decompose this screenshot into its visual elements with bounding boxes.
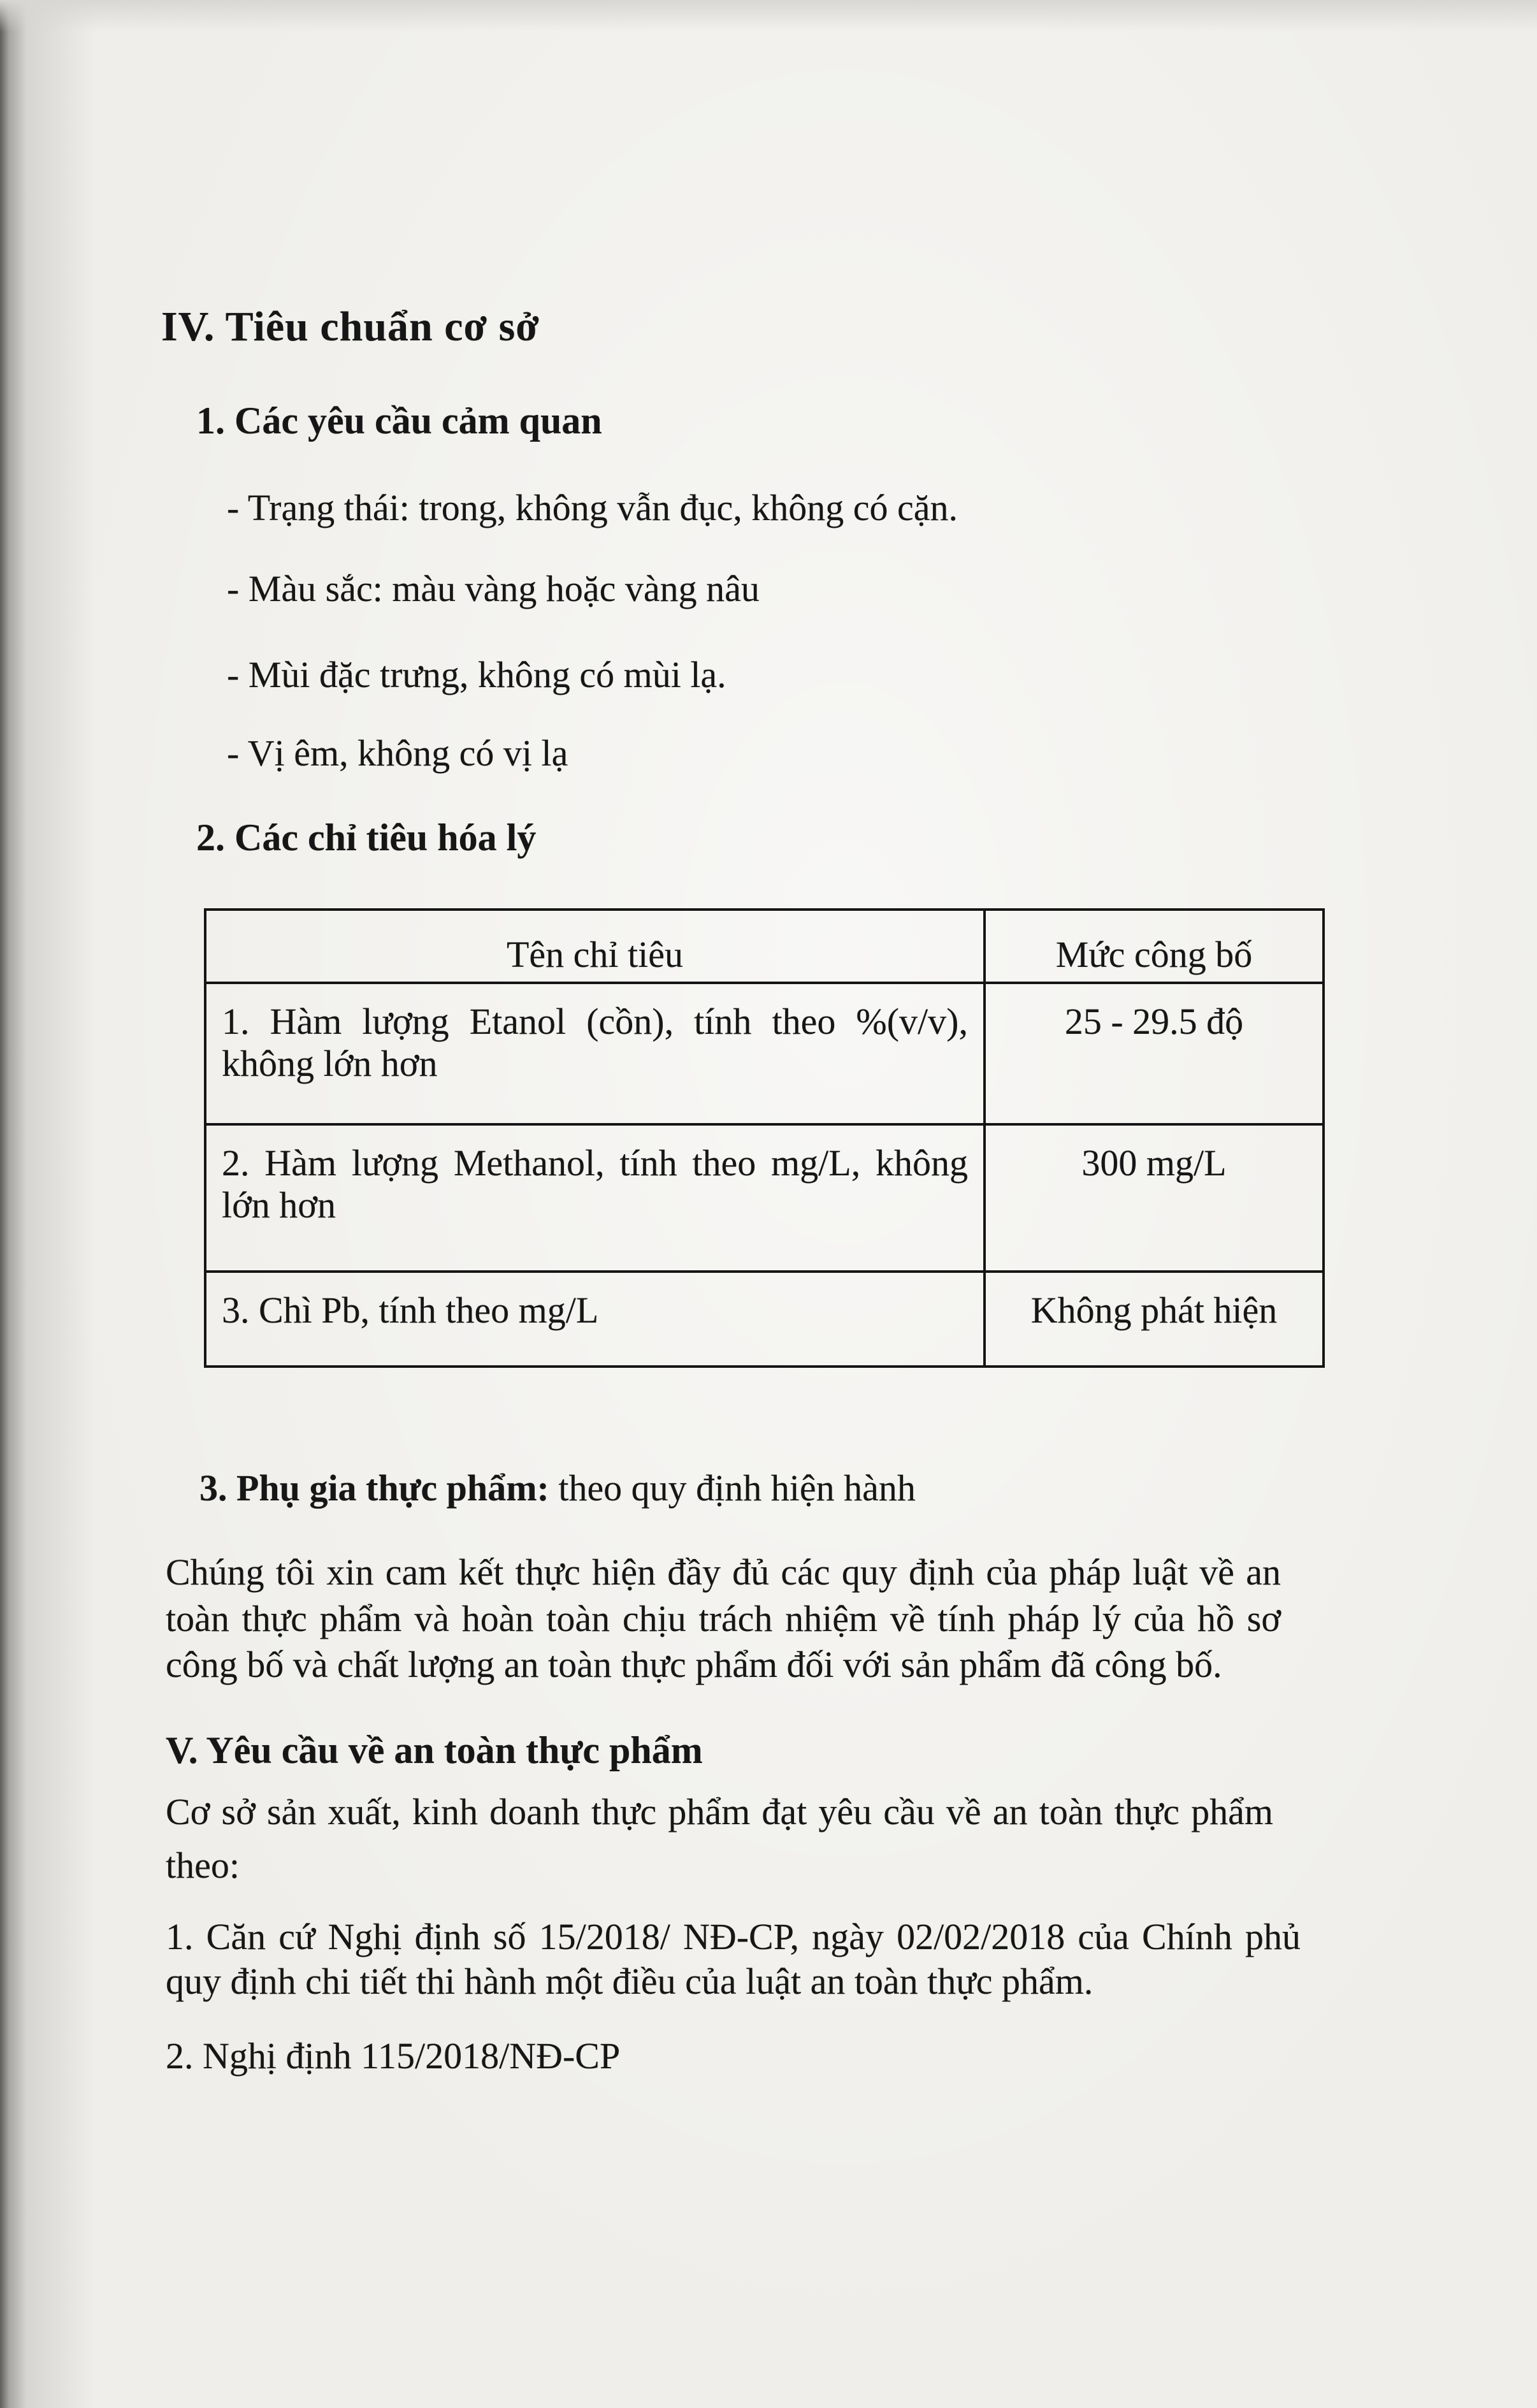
criterion-line: 2. Hàm lượng Methanol, tính theo mg/L, không [222, 1142, 968, 1184]
criterion-line: 3. Chì Pb, tính theo mg/L [222, 1289, 599, 1331]
additives-line [199, 1465, 916, 1511]
declared-value-cell: Không phát hiện [985, 1272, 1324, 1367]
sensory-item-color: - Màu sắc: màu vàng hoặc vàng nâu [227, 568, 760, 609]
criterion-cell [205, 1124, 985, 1272]
table-row [205, 1124, 1324, 1272]
declared-value-cell: 25 - 29.5 độ [985, 983, 1324, 1124]
sensory-item-odor: - Mùi đặc trưng, không có mùi lạ. [227, 654, 726, 695]
sensory-item-state: - Trạng thái: trong, không vẫn đục, không có cặn. [227, 487, 958, 528]
section-v-intro [166, 1785, 1273, 1892]
additives-text: theo quy định hiện hành [558, 1467, 916, 1509]
regulation-line: quy định chi tiết thi hành một điều của luật an toàn thực phẩm. [166, 1961, 1093, 2002]
regulation-item [166, 1915, 1301, 2004]
commitment-line: Chúng tôi xin cam kết thực hiện đầy đủ các quy định của pháp luật về an [166, 1551, 1281, 1593]
declared-value-cell: 300 mg/L [985, 1124, 1324, 1272]
physicochemical-table [204, 908, 1325, 1368]
commitment-line: công bố và chất lượng an toàn thực phẩm đối với sản phẩm đã công bố. [166, 1644, 1222, 1685]
criterion-cell [205, 983, 985, 1124]
section-v-heading: V. Yêu cầu về an toàn thực phẩm [166, 1729, 703, 1771]
intro-line: theo: [166, 1845, 240, 1886]
criterion-line: 1. Hàm lượng Etanol (cồn), tính theo %(v/v), [222, 1001, 968, 1042]
table-row [205, 983, 1324, 1124]
table-header-row [205, 910, 1324, 983]
criterion-line: lớn hơn [222, 1184, 336, 1226]
criterion-line: không lớn hơn [222, 1043, 438, 1084]
commitment-paragraph [166, 1549, 1281, 1688]
commitment-line: toàn thực phẩm và hoàn toàn chịu trách nhiệm về tính pháp lý của hồ sơ [166, 1597, 1281, 1639]
table-row [205, 1272, 1324, 1367]
criterion-cell [205, 1272, 985, 1367]
regulation-line: 1. Căn cứ Nghị định số 15/2018/ NĐ-CP, ngày 02/02/2018 của Chính phủ [166, 1916, 1301, 1957]
intro-line: Cơ sở sản xuất, kinh doanh thực phẩm đạt yêu cầu về an toàn thực phẩm [166, 1791, 1273, 1832]
sensory-heading: 1. Các yêu cầu cảm quan [196, 400, 602, 442]
header-criterion-name: Tên chỉ tiêu [205, 910, 985, 983]
scan-top-edge-shadow [0, 0, 1537, 32]
header-declared-level: Mức công bố [985, 910, 1324, 983]
sensory-item-taste: - Vị êm, không có vị lạ [227, 732, 568, 774]
section-iv-heading: IV. Tiêu chuẩn cơ sở [161, 303, 540, 350]
regulation-line: 2. Nghị định 115/2018/NĐ-CP [166, 2035, 621, 2077]
scan-left-edge-shadow [0, 0, 96, 2408]
physicochemical-heading: 2. Các chỉ tiêu hóa lý [196, 816, 537, 859]
additives-label: 3. Phụ gia thực phẩm: [199, 1467, 549, 1509]
regulation-item [166, 2033, 620, 2079]
